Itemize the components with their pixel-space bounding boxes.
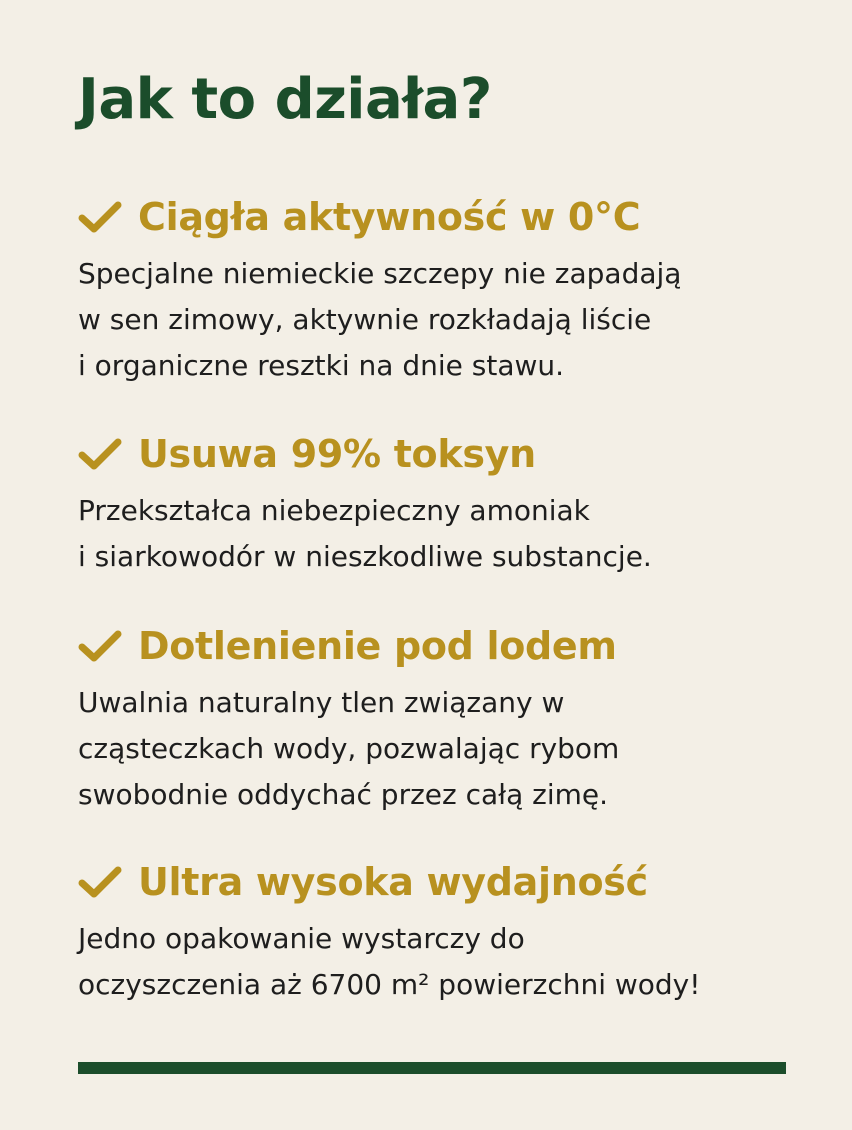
description-line: Specjalne niemieckie szczepy nie zapadają xyxy=(78,257,682,290)
feature-title: Ultra wysoka wydajność xyxy=(138,860,648,904)
check-icon xyxy=(78,200,122,234)
feature-description xyxy=(78,251,798,389)
feature-item-removes-toxins xyxy=(78,430,798,580)
feature-title: Usuwa 99% toksyn xyxy=(138,432,536,476)
feature-item-continuous-activity xyxy=(78,193,798,389)
description-line: oczyszczenia aż 6700 m² powierzchni wody! xyxy=(78,968,701,1001)
feature-header xyxy=(78,193,798,241)
feature-header xyxy=(78,622,798,670)
check-icon xyxy=(78,437,122,471)
description-line: cząsteczkach wody, pozwalając rybom xyxy=(78,732,620,765)
feature-title: Ciągła aktywność w 0°C xyxy=(138,195,641,239)
feature-description xyxy=(78,488,798,580)
feature-title: Dotlenienie pod lodem xyxy=(138,624,617,668)
feature-description xyxy=(78,680,798,818)
description-line: Uwalnia naturalny tlen związany w xyxy=(78,686,565,719)
description-line: Przekształca niebezpieczny amoniak xyxy=(78,494,590,527)
check-icon xyxy=(78,629,122,663)
description-line: i siarkowodór w nieszkodliwe substancje. xyxy=(78,540,652,573)
feature-item-high-efficiency xyxy=(78,858,798,1008)
description-line: Jedno opakowanie wystarczy do xyxy=(78,922,525,955)
feature-header xyxy=(78,858,798,906)
description-line: i organiczne resztki na dnie stawu. xyxy=(78,349,565,382)
feature-item-oxygenation xyxy=(78,622,798,818)
check-icon xyxy=(78,865,122,899)
page-title: Jak to działa? xyxy=(78,67,492,132)
description-line: w sen zimowy, aktywnie rozkładają liście xyxy=(78,303,652,336)
feature-header xyxy=(78,430,798,478)
description-line: swobodnie oddychać przez całą zimę. xyxy=(78,778,609,811)
bottom-divider xyxy=(78,1062,786,1074)
feature-description xyxy=(78,916,798,1008)
